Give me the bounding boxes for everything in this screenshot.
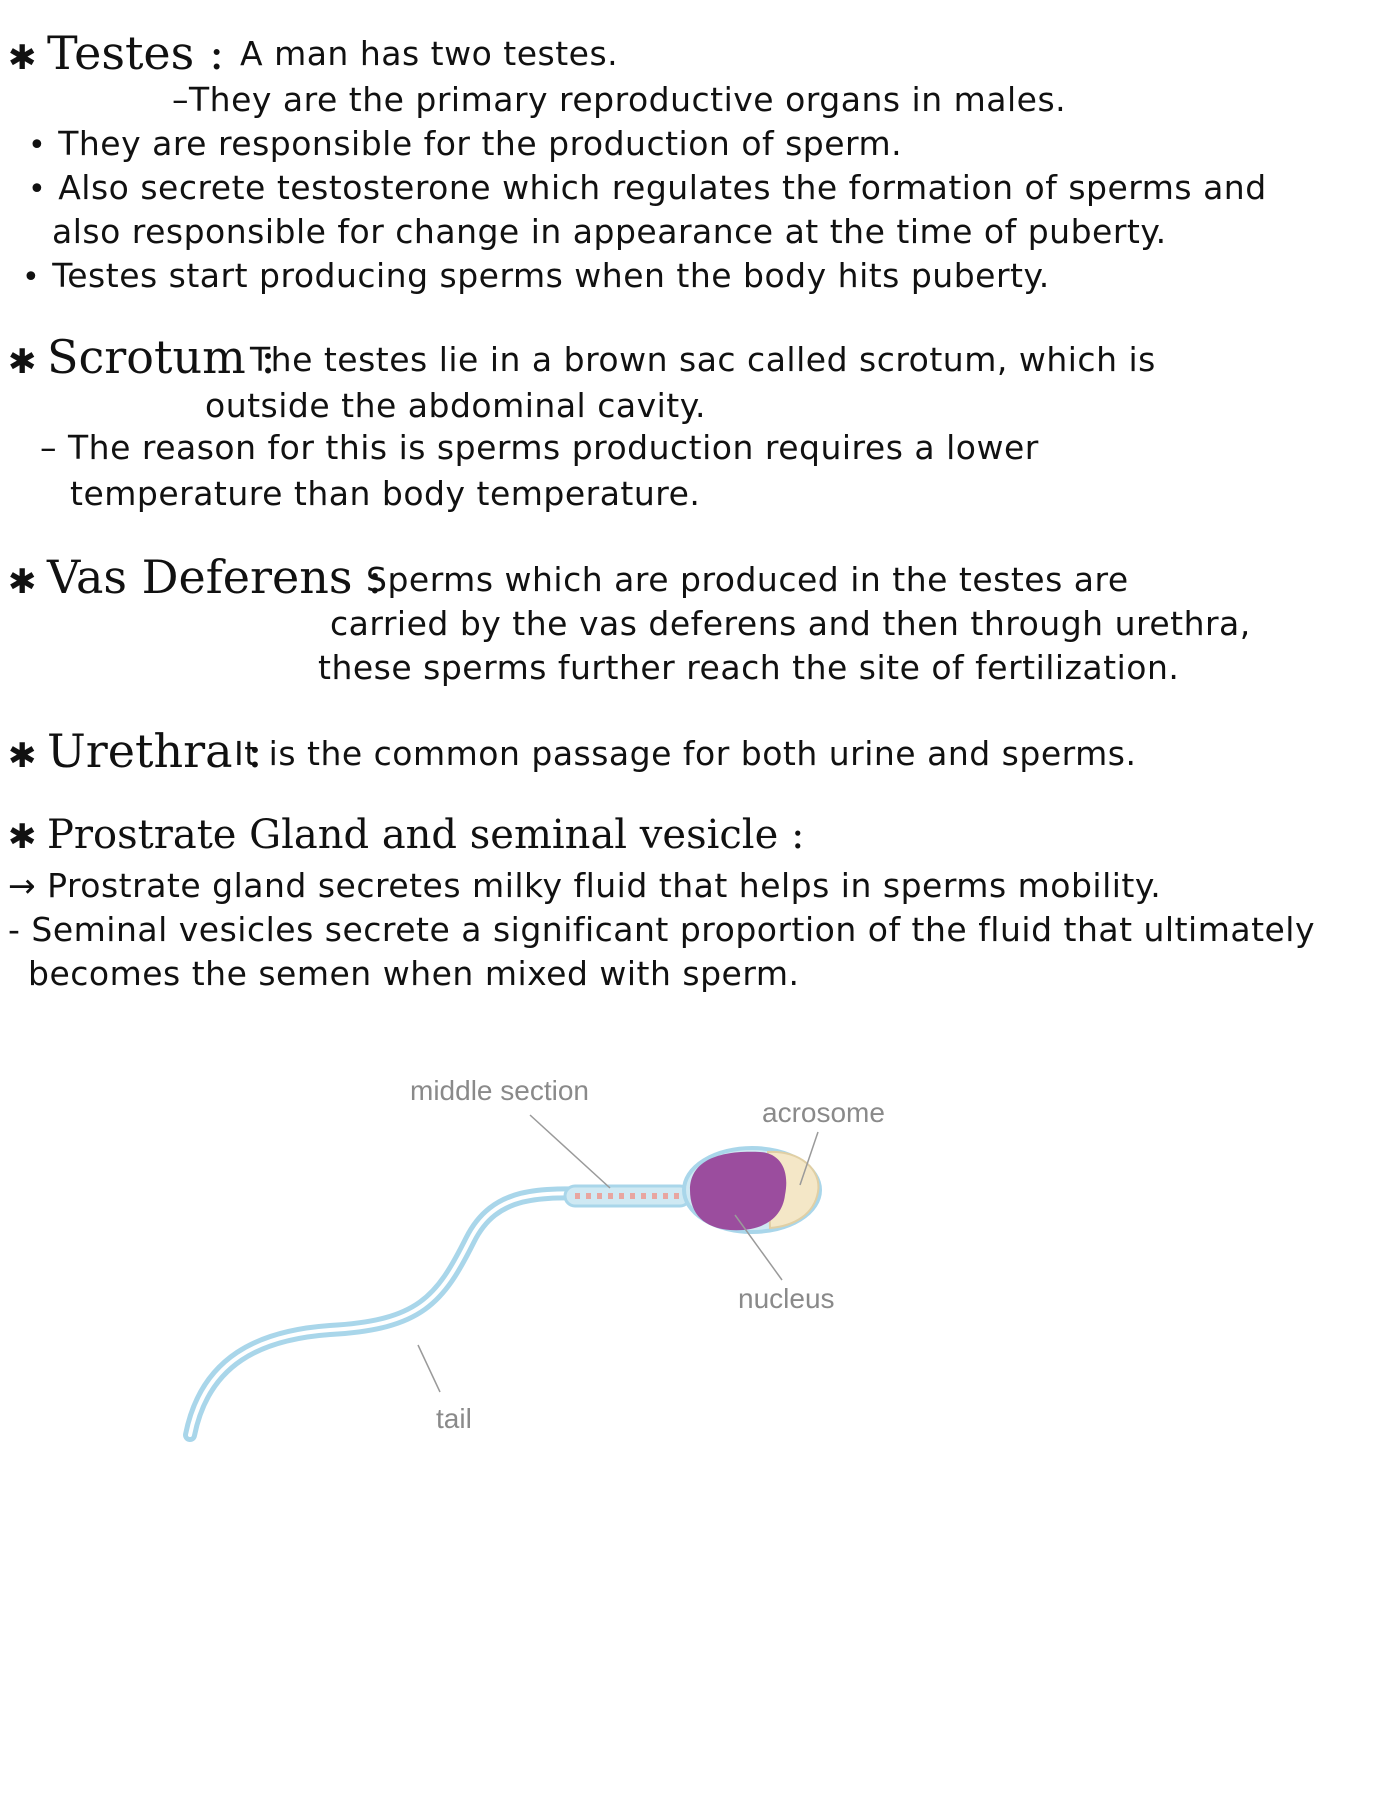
testes-bullet-2-text: Also secrete testosterone which regulates the formation of sperms and xyxy=(58,168,1267,207)
scrotum-text-4: temperature than body temperature. xyxy=(70,474,701,513)
scrotum-text-2: outside the abdominal cavity. xyxy=(205,386,707,425)
vas-text-3: these sperms further reach the site of fertilization. xyxy=(318,648,1180,687)
middle-section-leader xyxy=(530,1115,610,1188)
testes-heading-line xyxy=(8,26,224,80)
prostate-text-2: - Seminal vesicles secrete a significant proportion of the fluid that ultimately xyxy=(8,910,1316,949)
bullet-icon: • xyxy=(22,260,41,295)
asterisk-icon: ✱ xyxy=(8,817,37,857)
vas-text-2: carried by the vas deferens and then through urethra, xyxy=(330,604,1251,643)
middle-section-shape xyxy=(565,1186,690,1206)
testes-bullet-1-text: They are responsible for the production of sperm. xyxy=(58,124,903,163)
vas-heading-line xyxy=(8,550,383,604)
testes-bullet-2-cont: also responsible for change in appearance at the time of puberty. xyxy=(52,212,1167,251)
prostate-heading: Prostrate Gland and seminal vesicle : xyxy=(47,812,805,858)
prostate-heading-line xyxy=(8,812,804,858)
bullet-icon: • xyxy=(28,172,47,207)
sperm-diagram xyxy=(0,1075,1393,1740)
asterisk-icon: ✱ xyxy=(8,736,37,776)
asterisk-icon: ✱ xyxy=(8,38,37,78)
tail-leader xyxy=(418,1345,440,1392)
tail-shape xyxy=(190,1193,640,1435)
bullet-icon: • xyxy=(28,128,47,163)
testes-intro: A man has two testes. xyxy=(240,34,619,73)
prostate-text-3: becomes the semen when mixed with sperm. xyxy=(28,954,800,993)
urethra-heading: Urethra : xyxy=(47,724,263,778)
scrotum-heading: Scrotum : xyxy=(47,330,276,384)
testes-sub: –They are the primary reproductive organs in males. xyxy=(172,80,1067,119)
scrotum-text-3: – The reason for this is sperms production requires a lower xyxy=(40,428,1039,467)
vas-heading: Vas Deferens : xyxy=(47,550,383,604)
asterisk-icon: ✱ xyxy=(8,342,37,382)
label-nucleus: nucleus xyxy=(738,1283,835,1314)
testes-bullet-3 xyxy=(22,256,1050,295)
testes-bullet-2 xyxy=(28,168,1267,207)
urethra-text: It is the common passage for both urine and sperms. xyxy=(234,734,1137,773)
urethra-heading-line xyxy=(8,724,263,778)
asterisk-icon: ✱ xyxy=(8,562,37,602)
vas-text-1: Sperms which are produced in the testes are xyxy=(366,560,1129,599)
testes-heading: Testes : xyxy=(47,26,225,80)
testes-bullet-3-text: Testes start producing sperms when the body hits puberty. xyxy=(52,256,1050,295)
testes-bullet-1 xyxy=(28,124,902,163)
scrotum-heading-line xyxy=(8,330,276,384)
label-tail: tail xyxy=(436,1403,472,1434)
label-acrosome: acrosome xyxy=(762,1097,885,1128)
scrotum-text-1: The testes lie in a brown sac called scrotum, which is xyxy=(250,340,1156,379)
prostate-text-1: → Prostrate gland secretes milky fluid that helps in sperms mobility. xyxy=(8,866,1162,905)
label-middle-section: middle section xyxy=(410,1075,589,1106)
